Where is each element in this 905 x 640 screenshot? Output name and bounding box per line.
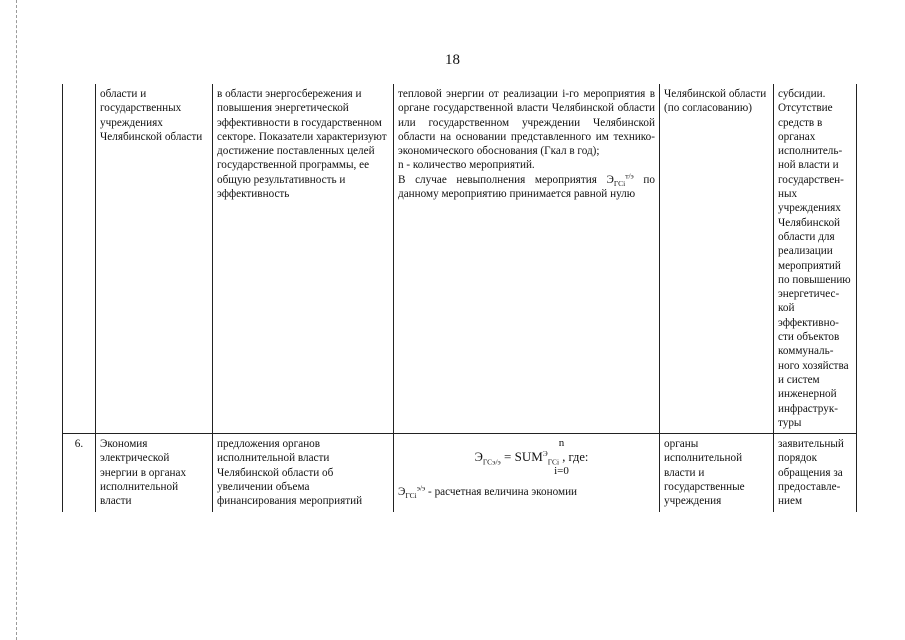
- cell-method: [394, 84, 660, 434]
- def-text: - расчетная величина экономии: [425, 486, 578, 499]
- cell-risks: субсидии. Отсутствие средств в органах исполнитель-ной власти и государствен-ных учреждениях Челябинской области для реализации мероприятий по повышению энергетичес-кой эффективно-сти объектов коммуналь-ного хозяйства и систем инженерной инфраструк-туры: [774, 84, 857, 434]
- method-p3-pre: В случае невыполнения мероприятия Э: [398, 173, 614, 186]
- cell-indicator-name: Экономия электрической энергии в органах исполнительной власти: [96, 434, 213, 512]
- formula-e: Э: [474, 450, 483, 465]
- page-number: 18: [445, 52, 460, 68]
- method-p3-post: по данному мероприятию принимается равной нулю: [398, 173, 655, 201]
- method-p3-sup: т/э: [625, 171, 634, 181]
- sum-formula: [398, 437, 655, 477]
- method-paragraph-3: [398, 171, 655, 201]
- formula-sub: ГСэ/э: [482, 457, 501, 467]
- cell-rationale: предложения органов исполнительной власти Челябинской области об увеличении объема финансирования мероприятий: [213, 434, 394, 512]
- def-sub: ГСi: [405, 491, 417, 501]
- formula-definition: [398, 485, 655, 499]
- def-sup: э/э: [416, 483, 426, 493]
- scan-edge-line: [16, 0, 18, 640]
- cell-responsible: органы исполнительной власти и государственные учреждения: [660, 434, 774, 512]
- formula-sum-bottom: i=0: [554, 465, 569, 478]
- cell-method: [394, 434, 660, 512]
- table-row-6: [63, 434, 857, 512]
- cell-number: 6.: [63, 434, 96, 512]
- cell-indicator-name: области и государственных учреждениях Челябинской области: [96, 84, 213, 434]
- formula-sum-top: n: [558, 437, 565, 450]
- formula-sup2: Э: [542, 448, 548, 458]
- method-p3-sub: ГСi: [613, 179, 626, 189]
- document-table: [62, 84, 857, 512]
- formula-line: [408, 449, 655, 465]
- def-e: Э: [398, 486, 406, 499]
- method-paragraph-1: тепловой энергии от реализации i-го мероприятия в органе государственной власти Челябинской области или государственном учреждении Челябинской области на основании представленного им технико-экономического обоснования (Гкал в год);: [398, 88, 655, 158]
- formula-tail: , где:: [559, 450, 589, 465]
- method-paragraph-2: n - количество мероприятий.: [398, 159, 535, 172]
- cell-risks: заявительный порядок обращения за предоставле-нием: [774, 434, 857, 512]
- table-row-continued: [63, 84, 857, 434]
- formula-sub2: ГСi: [547, 457, 560, 467]
- formula-eq: = SUM: [500, 449, 543, 465]
- cell-rationale: в области энергосбережения и повышения энергетической эффективности в государственном секторе. Показатели характеризуют достижение поставленных целей государственной программы, ее общую результативность и эффективность: [213, 84, 394, 434]
- cell-number: [63, 84, 96, 434]
- cell-responsible: Челябинской области (по согласованию): [660, 84, 774, 434]
